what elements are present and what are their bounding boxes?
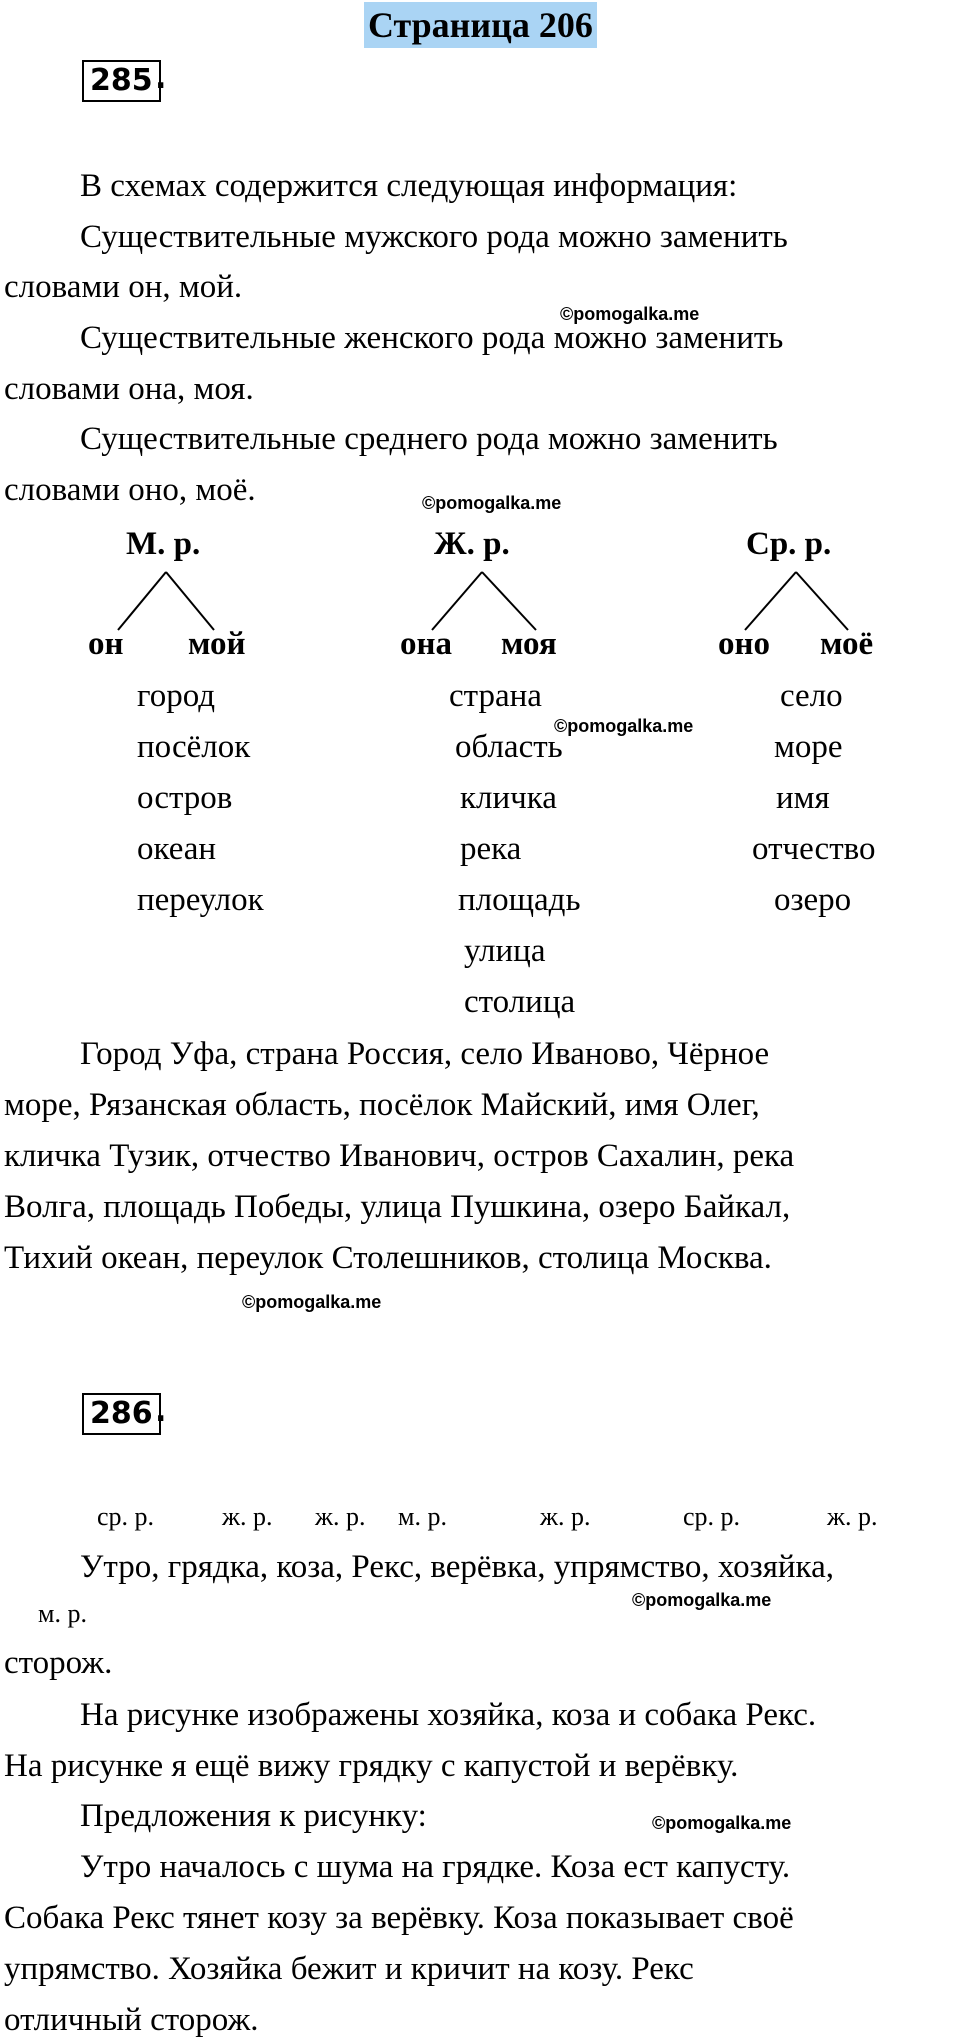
masc-word: посёлок <box>137 729 251 765</box>
ex285-line-6: Существительные среднего рода можно заменить <box>80 421 778 457</box>
ex286-line: Предложения к рисунку: <box>80 1798 427 1834</box>
masc-header: М. р. <box>126 526 201 562</box>
ex286-line: На рисунке изображены хозяйка, коза и собака Рекс. <box>80 1697 817 1733</box>
ex285-line-3: словами он, мой. <box>4 269 243 305</box>
page-title: Страница 206 <box>364 2 597 48</box>
watermark: ©pomogalka.me <box>652 1813 792 1833</box>
neut-branch-left <box>745 572 796 630</box>
ex285-paragraph-line: кличка Тузик, отчество Иванович, остров Сахалин, река <box>4 1138 795 1174</box>
masc-word: переулок <box>137 882 264 918</box>
ex285-paragraph-line: Волга, площадь Победы, улица Пушкина, озеро Байкал, <box>4 1189 791 1225</box>
gender-mark: ср. р. <box>97 1502 155 1531</box>
fem-branch-left <box>432 572 482 630</box>
ex286-line: Собака Рекс тянет козу за верёвку. Коза показывает своё <box>4 1900 794 1936</box>
fem-word: столица <box>464 984 576 1020</box>
ex285-line-2: Существительные мужского рода можно заменить <box>80 219 788 255</box>
fem-pronoun-moya: моя <box>501 626 557 662</box>
masc-branch-left <box>118 572 166 630</box>
watermark: ©pomogalka.me <box>560 304 700 324</box>
neut-branch-right <box>796 572 848 630</box>
gender-mark: ср. р. <box>683 1502 741 1531</box>
exercise-286-dot: . <box>155 1394 167 1429</box>
fem-word: площадь <box>458 882 581 918</box>
gender-mark: ж. р. <box>540 1502 591 1531</box>
neut-word: имя <box>776 780 830 816</box>
fem-word: кличка <box>460 780 557 816</box>
neut-pronoun-ono: оно <box>718 626 771 662</box>
watermark: ©pomogalka.me <box>422 493 562 513</box>
fem-header: Ж. р. <box>434 526 510 562</box>
fem-pronoun-ona: она <box>400 626 453 662</box>
neut-header: Ср. р. <box>746 526 832 562</box>
neut-word: отчество <box>752 831 876 867</box>
gender-mark: ж. р. <box>827 1502 878 1531</box>
fem-word: область <box>455 729 563 765</box>
exercise-286-number: 286 <box>82 1393 161 1435</box>
ex285-line-4: Существительные женского рода можно заменить <box>80 320 784 356</box>
neut-word: село <box>780 678 843 714</box>
fem-word: улица <box>464 933 546 969</box>
ex286-word-last: сторож. <box>4 1645 113 1681</box>
fem-word: река <box>460 831 522 867</box>
ex286-words-line: Утро, грядка, коза, Рекс, верёвка, упрямство, хозяйка, <box>80 1549 834 1585</box>
masc-word: город <box>137 678 216 714</box>
masc-pronoun-moy: мой <box>188 626 246 662</box>
ex285-line-7: словами оно, моё. <box>4 472 256 508</box>
ex286-line: Утро началось с шума на грядке. Коза ест капусту. <box>80 1849 791 1885</box>
ex285-line-1: В схемах содержится следующая информация: <box>80 168 738 204</box>
masc-word: океан <box>137 831 217 867</box>
ex285-paragraph-line: Тихий океан, переулок Столешников, столица Москва. <box>4 1240 772 1276</box>
ex285-line-5: словами она, моя. <box>4 371 254 407</box>
masc-word: остров <box>137 780 233 816</box>
gender-mark: ж. р. <box>315 1502 366 1531</box>
neut-word: море <box>774 729 843 765</box>
ex285-paragraph-line: Город Уфа, страна Россия, село Иваново, Чёрное <box>80 1036 770 1072</box>
watermark: ©pomogalka.me <box>242 1292 382 1312</box>
fem-branch-right <box>482 572 536 630</box>
masc-pronoun-on: он <box>88 626 124 662</box>
neut-word: озеро <box>774 882 852 918</box>
fem-word: страна <box>449 678 542 714</box>
gender-mark: м. р. <box>398 1502 447 1531</box>
exercise-285-dot: . <box>155 61 167 96</box>
gender-mark-last: м. р. <box>38 1599 87 1628</box>
watermark: ©pomogalka.me <box>632 1590 772 1610</box>
gender-mark: ж. р. <box>222 1502 273 1531</box>
watermark: ©pomogalka.me <box>554 716 694 736</box>
ex286-line: На рисунке я ещё вижу грядку с капустой и верёвку. <box>4 1748 739 1784</box>
masc-branch-right <box>166 572 214 630</box>
ex286-line: упрямство. Хозяйка бежит и кричит на козу. Рекс <box>4 1951 694 1987</box>
neut-pronoun-moyo: моё <box>820 626 874 662</box>
exercise-285-number: 285 <box>82 60 161 102</box>
ex285-paragraph-line: море, Рязанская область, посёлок Майский, имя Олег, <box>4 1087 760 1123</box>
ex286-line: отличный сторож. <box>4 2002 259 2038</box>
